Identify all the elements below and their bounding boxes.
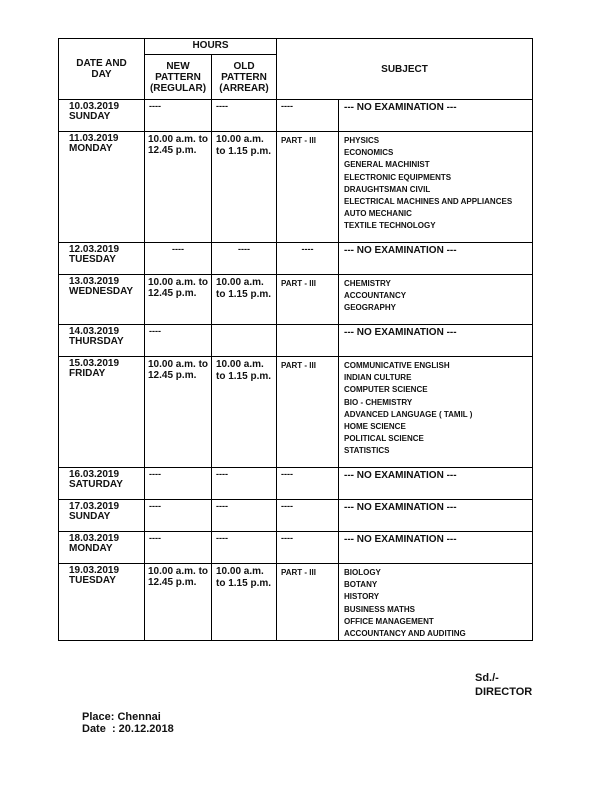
no-examination-label: --- NO EXAMINATION --- [344, 502, 457, 513]
date-day-cell [59, 468, 145, 500]
footer-date: Date : 20.12.2018 [82, 723, 174, 735]
subject-item: POLITICAL SCIENCE [344, 434, 424, 444]
old-pattern-time: ---- [212, 100, 277, 132]
no-examination-label: --- NO EXAMINATION --- [344, 470, 457, 481]
no-examination-label: --- NO EXAMINATION --- [344, 534, 457, 545]
subject-cell [339, 468, 533, 500]
exam-day: WEDNESDAY [69, 286, 134, 297]
exam-date: 10.03.2019 [69, 101, 120, 112]
table-row [59, 132, 533, 243]
header-subject: SUBJECT [277, 39, 533, 100]
subject-item: STATISTICS [344, 446, 390, 456]
old-pattern-time: 10.00 a.m. to 1.15 p.m. [212, 275, 277, 325]
subject-item: ELECTRICAL MACHINES AND APPLIANCES [344, 197, 513, 207]
signature-sd: Sd./- [475, 672, 499, 684]
subject-cell [339, 132, 533, 243]
exam-date: 13.03.2019 [69, 276, 120, 287]
exam-schedule-table [58, 38, 533, 641]
subject-cell [339, 243, 533, 275]
subject-item: ACCOUNTANCY AND AUDITING [344, 629, 466, 639]
table-row [59, 100, 533, 132]
new-pattern-time: 10.00 a.m. to 12.45 p.m. [145, 132, 212, 243]
table-row [59, 468, 533, 500]
table-row [59, 357, 533, 468]
exam-day: FRIDAY [69, 368, 106, 379]
new-pattern-time: 10.00 a.m. to 12.45 p.m. [145, 357, 212, 468]
date-day-cell [59, 243, 145, 275]
exam-day: SATURDAY [69, 479, 123, 490]
subject-item: ACCOUNTANCY [344, 291, 407, 301]
part-cell: PART - III [277, 564, 339, 641]
exam-day: SUNDAY [69, 111, 111, 122]
subject-item: INDIAN CULTURE [344, 373, 412, 383]
subject-cell [339, 100, 533, 132]
exam-date: 19.03.2019 [69, 565, 120, 576]
signature-title: DIRECTOR [475, 686, 533, 698]
subject-item: ECONOMICS [344, 148, 394, 158]
old-pattern-time: ---- [212, 500, 277, 532]
exam-day: TUESDAY [69, 575, 116, 586]
exam-date: 12.03.2019 [69, 244, 120, 255]
subject-cell [339, 564, 533, 641]
part-cell: PART - III [277, 275, 339, 325]
subject-cell [339, 532, 533, 564]
exam-date: 11.03.2019 [69, 133, 119, 144]
subject-item: GENERAL MACHINIST [344, 160, 430, 170]
date-day-cell [59, 325, 145, 357]
part-cell [277, 325, 339, 357]
old-pattern-time: ---- [212, 468, 277, 500]
part-cell: ---- [277, 100, 339, 132]
new-pattern-time: 10.00 a.m. to 12.45 p.m. [145, 275, 212, 325]
subject-item: BOTANY [344, 580, 378, 590]
header-date-day: DATE AND DAY [59, 39, 145, 100]
date-day-cell [59, 564, 145, 641]
header-old-pattern: OLD PATTERN (ARREAR) [212, 55, 277, 100]
part-cell: ---- [277, 243, 339, 275]
part-cell: ---- [277, 532, 339, 564]
old-pattern-time: 10.00 a.m. to 1.15 p.m. [212, 357, 277, 468]
part-cell: ---- [277, 500, 339, 532]
subject-item: HOME SCIENCE [344, 422, 406, 432]
subject-item: CHEMISTRY [344, 279, 391, 288]
date-day-cell [59, 532, 145, 564]
subject-cell [339, 325, 533, 357]
table-row [59, 243, 533, 275]
table-row [59, 532, 533, 564]
table-row [59, 325, 533, 357]
subject-item: DRAUGHTSMAN CIVIL [344, 184, 431, 194]
header-hours: HOURS [145, 39, 277, 55]
subject-item: ADVANCED LANGUAGE ( TAMIL ) [344, 409, 473, 419]
new-pattern-time: ---- [145, 468, 212, 500]
subject-item: HISTORY [344, 592, 380, 602]
part-cell: ---- [277, 468, 339, 500]
exam-date: 15.03.2019 [69, 358, 120, 369]
old-pattern-time [212, 325, 277, 357]
part-cell: PART - III [277, 132, 339, 243]
date-day-cell [59, 132, 145, 243]
subject-item: PHYSICS [344, 136, 380, 145]
new-pattern-time: ---- [145, 325, 212, 357]
old-pattern-time: ---- [212, 532, 277, 564]
new-pattern-time: ---- [145, 532, 212, 564]
exam-date: 14.03.2019 [69, 326, 120, 337]
subject-item: TEXTILE TECHNOLOGY [344, 221, 436, 231]
subject-item: BIOLOGY [344, 568, 381, 577]
subject-cell [339, 357, 533, 468]
old-pattern-time: ---- [212, 243, 277, 275]
subject-item: BUSINESS MATHS [344, 604, 415, 614]
no-examination-label: --- NO EXAMINATION --- [344, 245, 457, 256]
table-row [59, 275, 533, 325]
part-cell: PART - III [277, 357, 339, 468]
exam-day: MONDAY [69, 143, 113, 154]
subject-cell [339, 500, 533, 532]
header-new-pattern: NEW PATTERN (REGULAR) [145, 55, 212, 100]
new-pattern-time: ---- [145, 500, 212, 532]
no-examination-label: --- NO EXAMINATION --- [344, 102, 457, 113]
date-day-cell [59, 357, 145, 468]
old-pattern-time: 10.00 a.m. to 1.15 p.m. [212, 132, 277, 243]
footer-place: Place: Chennai [82, 711, 161, 723]
exam-date: 16.03.2019 [69, 469, 120, 480]
subject-item: COMMUNICATIVE ENGLISH [344, 361, 450, 370]
subject-item: ELECTRONIC EQUIPMENTS [344, 172, 452, 182]
subject-item: AUTO MECHANIC [344, 209, 412, 219]
date-day-cell [59, 100, 145, 132]
exam-date: 18.03.2019 [69, 533, 120, 544]
subject-item: OFFICE MANAGEMENT [344, 616, 434, 626]
new-pattern-time: ---- [145, 243, 212, 275]
exam-day: MONDAY [69, 543, 113, 554]
subject-item: GEOGRAPHY [344, 303, 397, 313]
subject-item: BIO - CHEMISTRY [344, 397, 413, 407]
date-day-cell [59, 275, 145, 325]
subject-item: COMPUTER SCIENCE [344, 385, 428, 395]
table-row [59, 500, 533, 532]
exam-date: 17.03.2019 [69, 501, 120, 512]
new-pattern-time: ---- [145, 100, 212, 132]
exam-day: THURSDAY [69, 336, 124, 347]
table-row [59, 564, 533, 641]
no-examination-label: --- NO EXAMINATION --- [344, 327, 457, 338]
old-pattern-time: 10.00 a.m. to 1.15 p.m. [212, 564, 277, 641]
exam-day: TUESDAY [69, 254, 116, 265]
date-day-cell [59, 500, 145, 532]
exam-day: SUNDAY [69, 511, 111, 522]
new-pattern-time: 10.00 a.m. to 12.45 p.m. [145, 564, 212, 641]
subject-cell [339, 275, 533, 325]
